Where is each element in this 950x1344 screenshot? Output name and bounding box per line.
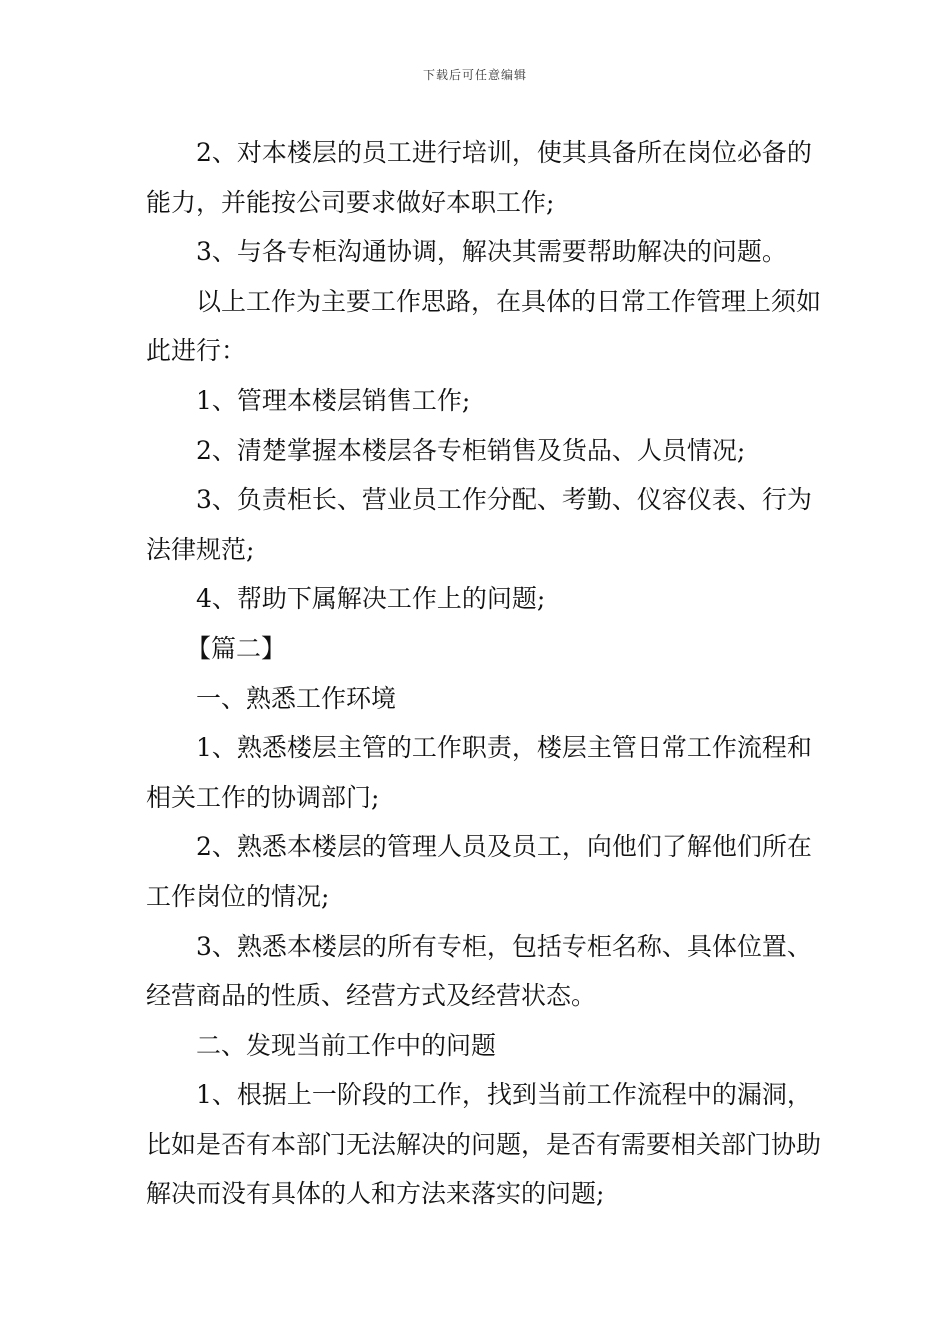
paragraph: 3、与各专柜沟通协调，解决其需要帮助解决的问题。 [196,237,787,267]
paragraph: 3、负责柜长、营业员工作分配、考勤、仪容仪表、行为法律规范; [146,485,812,564]
document-body [146,128,836,1219]
paragraph: 以上工作为主要工作思路，在具体的日常工作管理上须如此进行： [146,286,822,366]
subsection-heading: 二、发现当前工作中的问题 [196,1030,497,1060]
paragraph: 4、帮助下属解决工作上的问题; [196,584,546,614]
page-header-note: 下载后可任意编辑 [422,68,527,82]
section-heading: 【篇二】 [186,633,287,663]
paragraph: 2、熟悉本楼层的管理人员及员工，向他们了解他们所在工作岗位的情况; [146,832,812,911]
paragraph: 1、管理本楼层销售工作; [196,385,471,415]
paragraph: 1、熟悉楼层主管的工作职责，楼层主管日常工作流程和相关工作的协调部门; [146,733,812,812]
subsection-heading: 一、熟悉工作环境 [196,683,397,713]
paragraph: 2、对本楼层的员工进行培训，使其具备所在岗位必备的能力，并能按公司要求做好本职工作; [146,138,812,217]
paragraph: 1、根据上一阶段的工作，找到当前工作流程中的漏洞，比如是否有本部门无法解决的问题，是否有需要相关部门协助解决而没有具体的人和方法来落实的问题; [146,1080,822,1209]
paragraph: 2、清楚掌握本楼层各专柜销售及货品、人员情况; [196,435,746,465]
paragraph: 3、熟悉本楼层的所有专柜，包括专柜名称、具体位置、经营商品的性质、经营方式及经营状态。 [146,931,812,1011]
